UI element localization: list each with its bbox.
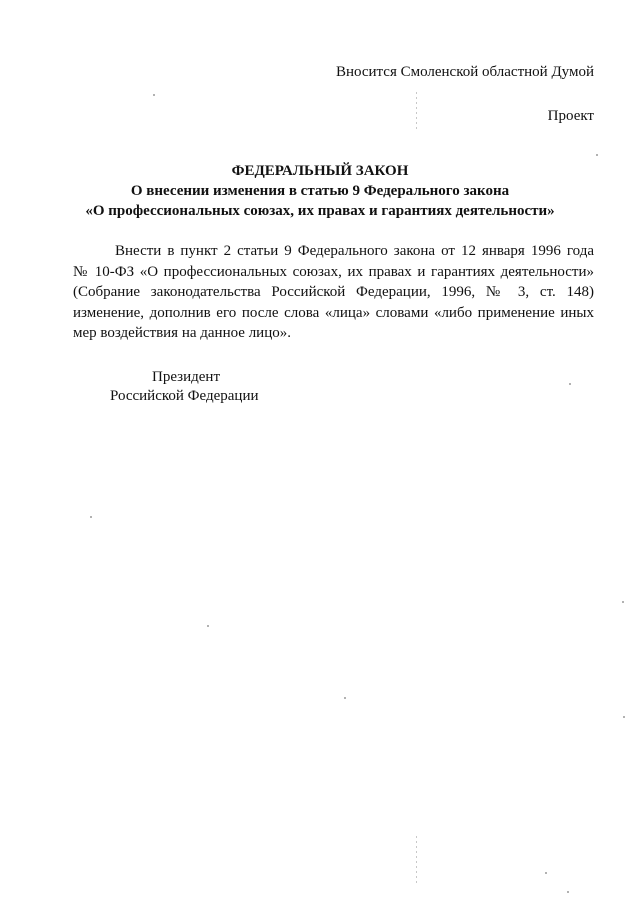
body-line: (Собрание законодательства Российской Федерации, 1996, № 3, ст. 148) (73, 284, 594, 300)
scan-artifact (344, 697, 346, 699)
document-title (0, 161, 640, 221)
submitter-line: Вносится Смоленской областной Думой (335, 64, 594, 80)
body-line: № 10-ФЗ «О профессиональных союзах, их правах и гарантиях деятельности» (73, 263, 594, 280)
scan-artifact (416, 92, 417, 130)
scan-artifact (90, 516, 92, 518)
body-paragraph (73, 241, 594, 344)
body-line: Внести в пункт 2 статьи 9 Федерального закона от 12 января 1996 года (115, 243, 594, 259)
signature-position: Президент (152, 369, 220, 385)
scan-artifact (207, 625, 209, 627)
scan-artifact (596, 154, 598, 156)
title-law-type: ФЕДЕРАЛЬНЫЙ ЗАКОН (231, 163, 409, 179)
signature-block (110, 368, 259, 406)
scan-artifact (622, 601, 624, 603)
scan-artifact (567, 891, 569, 893)
scan-artifact (416, 836, 417, 886)
scan-artifact (153, 94, 155, 96)
body-line: мер воздействия на данное лицо». (73, 325, 291, 341)
body-line: изменение, дополнив его после слова «лица» словами «либо применение иных (73, 304, 594, 321)
signature-country: Российской Федерации (110, 388, 259, 404)
title-law-name: «О профессиональных союзах, их правах и гарантиях деятельности» (85, 203, 555, 219)
scan-artifact (545, 872, 547, 874)
title-subject: О внесении изменения в статью 9 Федерального закона (130, 183, 510, 199)
scan-artifact (623, 716, 625, 718)
scan-artifact (569, 383, 571, 385)
draft-mark: Проект (547, 108, 594, 124)
